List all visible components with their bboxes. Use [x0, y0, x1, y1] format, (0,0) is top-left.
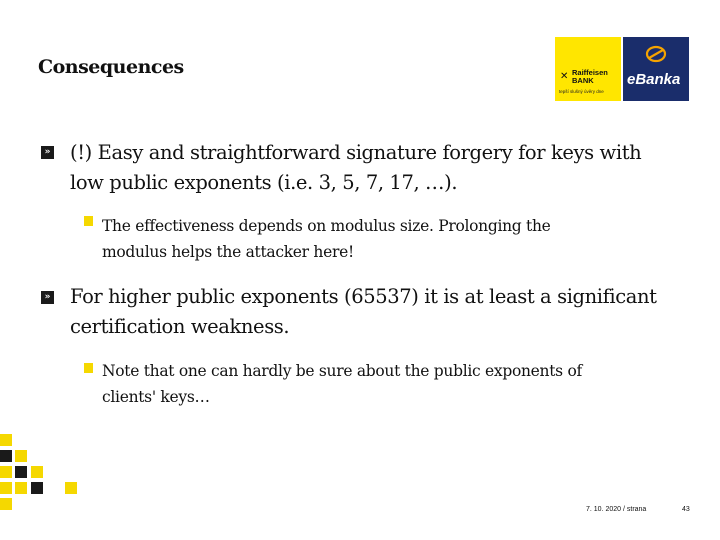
decor-square: [0, 434, 12, 446]
decor-square: [31, 466, 43, 478]
sub-bullet-marker-icon: [84, 216, 93, 226]
raiffeisen-wordmark: Raiffeisen BANK: [572, 68, 608, 85]
decor-square: [15, 482, 27, 494]
sub-bullet-text: The effectiveness depends on modulus size. Prolonging the modulus helps the attacker here!: [102, 217, 551, 261]
decor-square: [0, 466, 12, 478]
bullet-marker-icon: »: [41, 146, 54, 159]
bullet-text: For higher public exponents (65537) it is at least a significant certification weakness.: [70, 285, 657, 338]
decor-square: [15, 466, 27, 478]
raiffeisen-logo: [555, 37, 621, 101]
sub-bullet-marker-icon: [84, 363, 93, 373]
ebanka-wordmark: eBanka: [627, 71, 681, 88]
raiffeisen-cross-icon: ✕: [560, 71, 569, 82]
bullet-text: (!) Easy and straightforward signature forgery for keys with low public exponents (i.e. 3, 5, 7, 17, …).: [70, 141, 642, 194]
decor-square: [0, 450, 12, 462]
sub-bullet-text: Note that one can hardly be sure about the public exponents of clients' keys…: [102, 362, 582, 406]
page-number: 43: [682, 506, 690, 513]
ebanka-logo: [623, 37, 689, 101]
footer-date-label: 7. 10. 2020 / strana: [586, 506, 647, 513]
decor-square: [31, 482, 43, 494]
decor-square: [15, 450, 27, 462]
bullet-marker-icon: »: [41, 291, 54, 304]
slide-title: Consequences: [38, 56, 184, 78]
ebanka-symbol-icon: [645, 43, 667, 65]
decor-square: [0, 482, 12, 494]
raiffeisen-tagline: tepší slušný úvěry dne: [559, 89, 604, 94]
decor-square: [0, 498, 12, 510]
decor-square: [65, 482, 77, 494]
